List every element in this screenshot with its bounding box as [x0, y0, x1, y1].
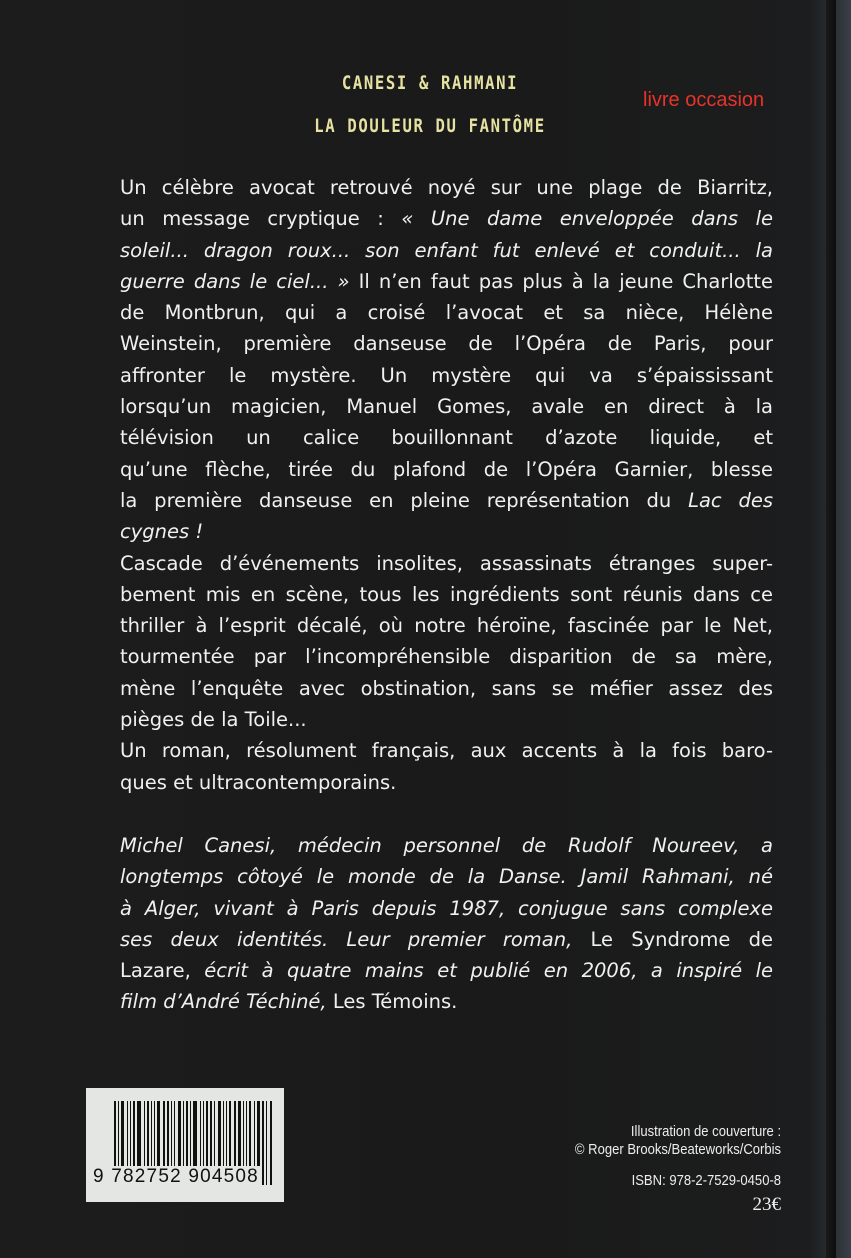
- text-line: [120, 924, 773, 955]
- text-segment: Weinstein, première danseuse de l’Opéra de Paris, pour: [120, 332, 773, 356]
- credit-label: Illustration de couverture :: [630, 1124, 781, 1140]
- barcode-number-text: 9 782752 904508: [93, 1166, 259, 1187]
- text-line: [120, 391, 773, 422]
- text-segment: thriller à l’esprit décalé, où notre héroïne, fascinée par le Net,: [120, 614, 773, 638]
- text-line: [120, 641, 773, 672]
- text-line: [120, 422, 773, 453]
- text-segment: Les Témoins.: [332, 990, 458, 1014]
- italic-text: Michel Canesi, médecin personnel de Rudolf Noureev, a: [120, 834, 773, 857]
- text-line: [120, 610, 773, 641]
- text-segment: Il n’en faut pas plus à la jeune Charlotte: [349, 269, 773, 293]
- text-segment: bement mis en scène, tous les ingrédients sont réunis dans ce: [120, 582, 773, 606]
- synopsis: [120, 172, 773, 798]
- text-line: [120, 328, 773, 359]
- text-segment: qu’une flèche, tirée du plafond de l’Opéra Garnier, blesse: [120, 457, 773, 481]
- text-line: [120, 172, 773, 203]
- barcode-number: [92, 1166, 280, 1188]
- text-line: [120, 485, 773, 516]
- italic-text: Lac des: [688, 488, 773, 512]
- italic-text: écrit à quatre mains et publié en 2006, a inspiré le: [190, 959, 773, 983]
- text-line: [120, 893, 773, 924]
- text-line: [120, 454, 773, 485]
- text-segment: mène l’enquête avec obstination, sans se méfier assez des: [120, 676, 773, 700]
- credit-names: © Roger Brooks/Beateworks/Corbis: [574, 1142, 781, 1158]
- italic-text: soleil... dragon roux... son enfant fut enlevé et conduit... la: [120, 238, 773, 262]
- text-line: [120, 548, 773, 579]
- text-segment: Le Syndrome de: [590, 927, 773, 951]
- text-segment: Un roman, résolument français, aux accents à la fois baro-: [120, 739, 773, 763]
- text-line: [120, 360, 773, 391]
- text-segment: de Montbrun, qui a croisé l’avocat et sa nièce, Hélène: [120, 301, 773, 325]
- text-line: [120, 861, 773, 892]
- italic-text: « Une dame enveloppée dans le: [401, 207, 773, 231]
- text-line: [120, 297, 773, 328]
- book-title: LA DOULEUR DU FANTÔME: [314, 115, 546, 137]
- text-segment: affronter le mystère. Un mystère qui va s’épaississant: [120, 363, 773, 387]
- text-line: [120, 516, 773, 547]
- text-segment: Cascade d’événements insolites, assassinats étranges super-: [120, 551, 773, 575]
- italic-text: à Alger, vivant à Paris depuis 1987, conjugue sans complexe: [120, 896, 773, 920]
- text-line: [120, 735, 773, 766]
- text-line: [120, 767, 773, 798]
- text-line: [120, 830, 773, 861]
- text-segment: lorsqu’un magicien, Manuel Gomes, avale en direct à la: [120, 395, 773, 419]
- used-book-label: livre occasion: [643, 89, 765, 111]
- text-line: [120, 955, 773, 986]
- text-line: [120, 704, 773, 735]
- text-line: [120, 673, 773, 704]
- text-segment: pièges de la Toile...: [120, 708, 307, 732]
- cover-edge: [826, 0, 836, 1258]
- text-segment: la première danseuse en pleine représentation du: [120, 488, 689, 512]
- authors-heading: CANESI & RAHMANI: [341, 72, 519, 94]
- text-line: [120, 235, 773, 266]
- price: 23€: [752, 1194, 781, 1215]
- text-segment: Lazare,: [120, 959, 191, 983]
- italic-text: longtemps côtoyé le monde de la Danse. Jamil Rahmani, né: [120, 865, 773, 889]
- author-bio: [120, 830, 773, 1018]
- isbn: ISBN: 978-2-7529-0450-8: [631, 1173, 781, 1189]
- italic-text: guerre dans le ciel... »: [120, 269, 350, 293]
- text-segment: télévision un calice bouillonnant d’azote liquide, et: [120, 426, 773, 450]
- text-line: [120, 266, 773, 297]
- text-line: [120, 986, 773, 1017]
- cover-credits: [575, 1123, 781, 1159]
- barcode: [86, 1088, 284, 1202]
- text-segment: tourmentée par l’incompréhensible disparition de sa mère,: [120, 645, 773, 669]
- text-line: [120, 579, 773, 610]
- italic-text: cygnes !: [120, 520, 204, 544]
- italic-text: ses deux identités. Leur premier roman,: [120, 927, 591, 951]
- text-line: [120, 203, 773, 234]
- text-segment: un message cryptique :: [120, 207, 402, 231]
- text-segment: ques et ultracontemporains.: [120, 770, 397, 794]
- italic-text: film d’André Téchiné,: [120, 990, 333, 1014]
- text-segment: Un célèbre avocat retrouvé noyé sur une plage de Biarritz,: [120, 176, 773, 199]
